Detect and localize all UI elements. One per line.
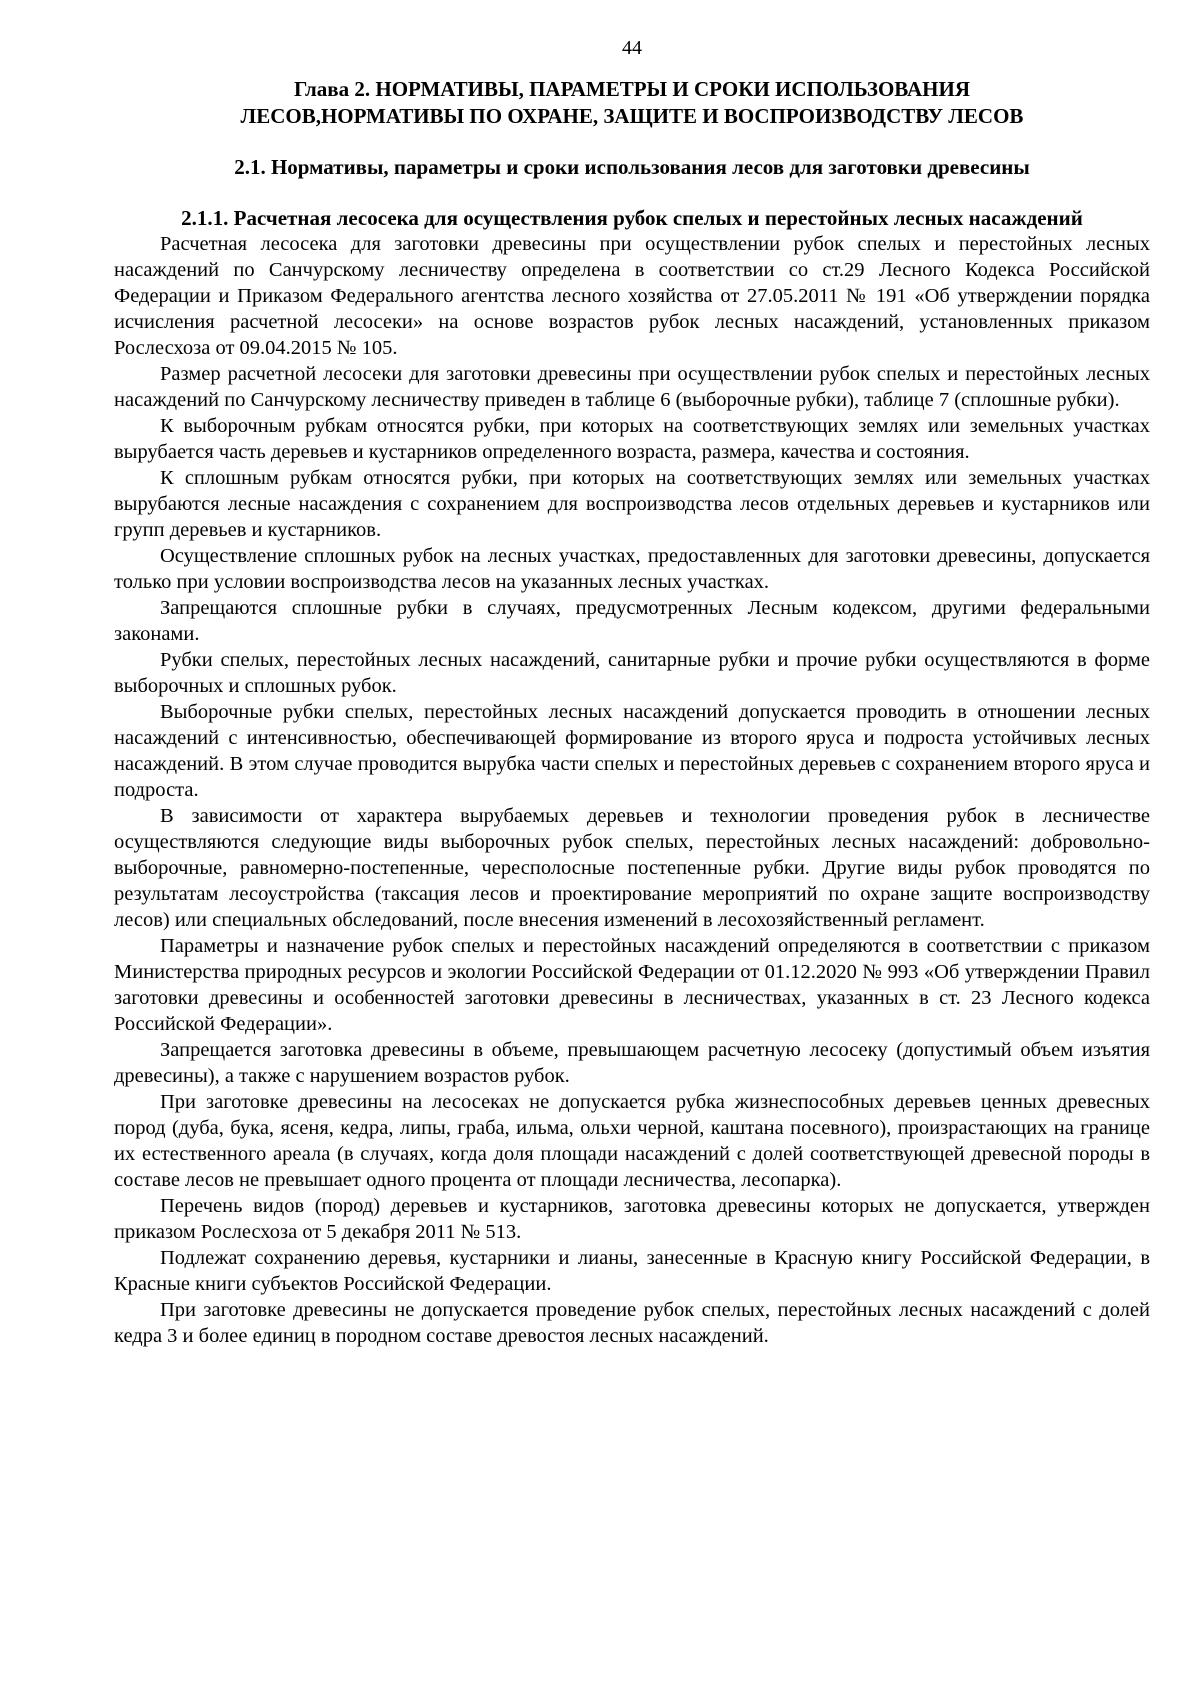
chapter-title-line-1: Глава 2. НОРМАТИВЫ, ПАРАМЕТРЫ И СРОКИ ИСПОЛЬЗОВАНИЯ: [294, 77, 970, 101]
paragraph: При заготовке древесины не допускается проведение рубок спелых, перестойных лесных насаждений с долей кедра 3 и более единиц в породном составе древостоя лесных насаждений.: [114, 1299, 1150, 1347]
body-text: [114, 231, 1150, 1349]
page-number: 44: [622, 37, 642, 59]
chapter-title-line-2: ЛЕСОВ,НОРМАТИВЫ ПО ОХРАНЕ, ЗАЩИТЕ И ВОСПРОИЗВОДСТВУ ЛЕСОВ: [240, 104, 1024, 128]
paragraph: Размер расчетной лесосеки для заготовки древесины при осуществлении рубок спелых и перестойных лесных насаждений по Санчурскому лесничеству приведен в таблице 6 (выборочные рубки), таблице 7 (сплошные рубки).: [114, 363, 1150, 411]
paragraph: Запрещается заготовка древесины в объеме, превышающем расчетную лесосеку (допустимый объем изъятия древесины), а также с нарушением возрастов рубок.: [114, 1039, 1150, 1087]
paragraph: Осуществление сплошных рубок на лесных участках, предоставленных для заготовки древесины, допускается только при условии воспроизводства лесов на указанных лесных участках.: [114, 545, 1150, 593]
paragraph: Рубки спелых, перестойных лесных насаждений, санитарные рубки и прочие рубки осуществляются в форме выборочных и сплошных рубок.: [114, 649, 1150, 697]
paragraph: В зависимости от характера вырубаемых деревьев и технологии проведения рубок в лесничестве осуществляются следующие виды выборочных рубок спелых, перестойных лесных насаждений: добровольно-выборочные, равномерно-постепенные, чересполосные постепенные рубки. Другие виды рубок проводятся по результатам лесоустройства (таксация лесов и проектирование мероприятий по охране защите воспроизводству лесов) или специальных обследований, после внесения изменений в лесохозяйственный регламент.: [114, 805, 1150, 931]
paragraph: Расчетная лесосека для заготовки древесины при осуществлении рубок спелых и перестойных лесных насаждений по Санчурскому лесничеству определена в соответствии со ст.29 Лесного Кодекса Российской Федерации и Приказом Федерального агентства лесного хозяйства от 27.05.2011 № 191 «Об утверждении порядка исчисления расчетной лесосеки» на основе возрастов рубок лесных насаждений, установленных приказом Рослесхоза от 09.04.2015 № 105.: [114, 233, 1150, 359]
section-title: 2.1. Нормативы, параметры и сроки использования лесов для заготовки древесины: [234, 155, 1030, 179]
paragraph: Параметры и назначение рубок спелых и перестойных насаждений определяются в соответствии с приказом Министерства природных ресурсов и экологии Российской Федерации от 01.12.2020 № 993 «Об утверждении Правил заготовки древесины и особенностей заготовки древесины в лесничествах, указанных в ст. 23 Лесного кодекса Российской Федерации».: [114, 935, 1150, 1035]
document-page: [114, 36, 1150, 1349]
paragraph: При заготовке древесины на лесосеках не допускается рубка жизнеспособных деревьев ценных древесных пород (дуба, бука, ясеня, кедра, липы, граба, ильма, ольхи черной, каштана посевного), произрастающих на границе их естественного ареала (в случаях, когда доля площади насаждений с долей соответствующей древесной породы в составе лесов не превышает одного процента от площади лесничества, лесопарка).: [114, 1091, 1150, 1191]
subsection-title: 2.1.1. Расчетная лесосека для осуществления рубок спелых и перестойных лесных насаждений: [181, 206, 1083, 230]
paragraph: Выборочные рубки спелых, перестойных лесных насаждений допускается проводить в отношении лесных насаждений с интенсивностью, обеспечивающей формирование из второго яруса и подроста устойчивых лесных насаждений. В этом случае проводится вырубка части спелых и перестойных деревьев с сохранением второго яруса и подроста.: [114, 701, 1150, 801]
paragraph: Запрещаются сплошные рубки в случаях, предусмотренных Лесным кодексом, другими федеральными законами.: [114, 597, 1150, 645]
paragraph: Перечень видов (пород) деревьев и кустарников, заготовка древесины которых не допускается, утвержден приказом Рослесхоза от 5 декабря 2011 № 513.: [114, 1195, 1150, 1243]
paragraph: К выборочным рубкам относятся рубки, при которых на соответствующих землях или земельных участках вырубается часть деревьев и кустарников определенного возраста, размера, качества и состояния.: [114, 415, 1150, 463]
chapter-title: [114, 76, 1150, 130]
paragraph: Подлежат сохранению деревья, кустарники и лианы, занесенные в Красную книгу Российской Федерации, в Красные книги субъектов Российской Федерации.: [114, 1247, 1150, 1295]
paragraph: К сплошным рубкам относятся рубки, при которых на соответствующих землях или земельных участках вырубаются лесные насаждения с сохранением для воспроизводства лесов отдельных деревьев и кустарников или групп деревьев и кустарников.: [114, 467, 1150, 541]
